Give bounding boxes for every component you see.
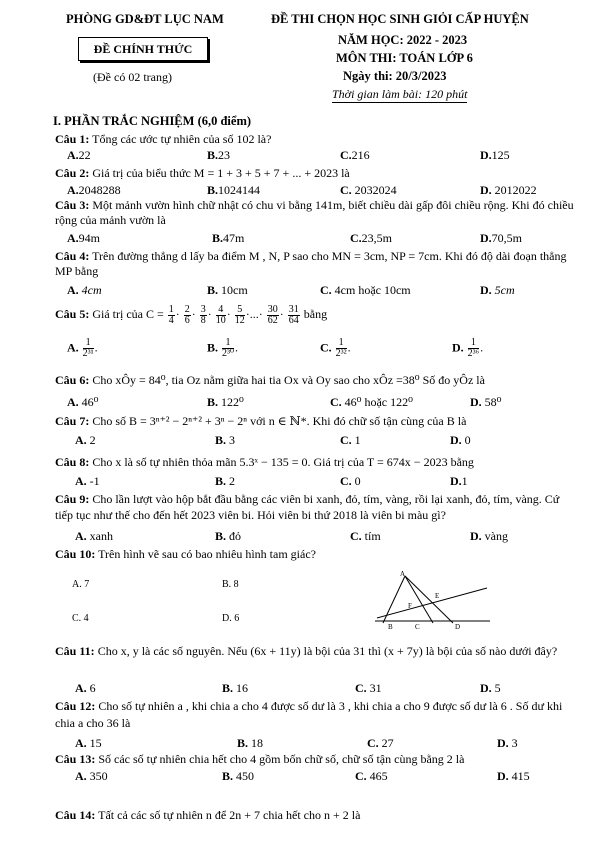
exam-title: ĐỀ THI CHỌN HỌC SINH GIỎI CẤP HUYỆN — [271, 12, 529, 26]
question-4 — [55, 249, 575, 279]
option-d: D. $\frac{1}{\text{2³⁶}}$ . — [452, 337, 484, 359]
option-a: A.2048288 — [67, 183, 121, 197]
option-b: B. 450 — [222, 769, 255, 783]
fraction: $\frac{4}{10}$ — [215, 303, 226, 326]
question-label: Câu 12: — [55, 699, 96, 713]
option-c: C. 4 — [72, 613, 89, 624]
question-text: Trên hình vẽ sau có bao nhiêu hình tam giác? — [98, 547, 316, 561]
question-label: Câu 8: — [55, 455, 90, 469]
option-c: C.23,5m — [350, 231, 393, 245]
school-year: NĂM HỌC: 2022 - 2023 — [338, 33, 468, 47]
option-c: C. 0 — [340, 474, 361, 488]
section-title: I. PHẦN TRẮC NGHIỆM (6,0 điểm) — [53, 114, 252, 128]
option-d: D. 58⁰ — [470, 395, 502, 409]
option-d: D. 3 — [497, 736, 518, 750]
exam-time: Thời gian làm bài: 120 phút — [332, 87, 468, 101]
option-d: D. 5 — [480, 681, 501, 695]
option-a: A.22 — [67, 148, 91, 162]
page-count: (Đề có 02 trang) — [93, 70, 172, 84]
option-c: C. 31 — [355, 681, 382, 695]
option-c: C. 27 — [367, 736, 394, 750]
question-12 — [55, 698, 575, 732]
fraction: $\frac{31}{64}$ — [288, 303, 299, 326]
option-a: A. xanh — [75, 529, 113, 543]
question-14 — [55, 808, 575, 823]
option-b: B. 122⁰ — [207, 395, 244, 409]
question-7 — [55, 414, 575, 429]
option-a: A. 15 — [75, 736, 102, 750]
option-c: C. 2032024 — [340, 183, 397, 197]
option-a: A. $\frac{1}{\text{2³¹}}$ . — [67, 337, 98, 359]
question-text: Cho xÔy = 84⁰, tia Oz nằm giữa hai tia Ox và Oy sao cho xÔz =38⁰ Số đo yÔz là — [92, 373, 485, 387]
question-1 — [55, 132, 575, 147]
question-label: Câu 5: — [55, 307, 90, 321]
question-label: Câu 11: — [55, 644, 95, 658]
option-c: C. $\frac{1}{\text{2³²}}$ . — [320, 337, 351, 359]
question-text: Cho số B = 3ⁿ⁺² − 2ⁿ⁺² + 3ⁿ − 2ⁿ với n ∈ ℕ*. Khi đó chữ số tận cùng của B là — [92, 414, 467, 428]
option-d: D. 5cm — [480, 283, 515, 297]
fraction: $\frac{5}{12}$ — [234, 303, 245, 326]
subject: MÔN THI: TOÁN LỚP 6 — [336, 51, 473, 65]
question-text: Giá trị của biểu thức M = 1 + 3 + 5 + 7 + ... + 2023 là — [92, 166, 350, 180]
question-label: Câu 3: — [55, 198, 90, 212]
question-label: Câu 7: — [55, 414, 90, 428]
option-a: A. 6 — [75, 681, 96, 695]
fraction: $\frac{30}{62}$ — [267, 303, 278, 326]
question-13 — [55, 752, 575, 767]
point-c-label: C — [415, 623, 420, 630]
option-c: C. 1 — [340, 433, 361, 447]
question-text: Tổng các ước tự nhiên của số 102 là? — [92, 132, 272, 146]
option-c: C. 46⁰ hoặc 122⁰ — [330, 395, 413, 409]
question-8 — [55, 455, 575, 470]
option-b: B. 16 — [222, 681, 249, 695]
question-label: Câu 14: — [55, 808, 96, 822]
point-d-label: D — [455, 623, 461, 630]
option-a: A. 46⁰ — [67, 395, 99, 409]
option-a: A. -1 — [75, 474, 100, 488]
question-10 — [55, 547, 575, 562]
official-label: ĐỀ CHÍNH THỨC — [93, 42, 193, 56]
question-label: Câu 4: — [55, 249, 90, 263]
point-a-label: A — [400, 570, 406, 578]
option-b: B. 3 — [215, 433, 236, 447]
option-d: D. vàng — [470, 529, 508, 543]
question-text: Tất cả các số tự nhiên n để 2n + 7 chia hết cho n + 2 là — [98, 808, 361, 822]
fraction: $\frac{3}{8}$ — [200, 303, 206, 326]
question-label: Câu 10: — [55, 547, 96, 561]
point-b-label: B — [388, 623, 393, 630]
question-text: Trên đường thẳng d lấy ba điểm M , N, P sao cho MN = 3cm, NP = 7cm. Khi đó độ dài đoạn thẳng MP bằng — [55, 249, 567, 278]
question-3 — [55, 198, 575, 228]
option-a: A. 2 — [75, 433, 96, 447]
option-b: B. $\frac{1}{\text{2³⁰}}$ . — [207, 337, 239, 359]
option-b: B.1024144 — [207, 183, 261, 197]
question-text: Số các số tự nhiên chia hết cho 4 gồm bốn chữ số, chữ số tận cùng bằng 2 là — [98, 752, 465, 766]
official-badge — [78, 37, 208, 61]
option-b: B.23 — [207, 148, 231, 162]
option-d: D. 6 — [222, 613, 240, 624]
question-label: Câu 13: — [55, 752, 96, 766]
option-b: B. đỏ — [215, 529, 242, 543]
question-text: Cho x là số tự nhiên thỏa mãn 5.3ˣ − 135 = 0. Giá trị của T = 674x − 2023 bằng — [92, 455, 474, 469]
question-2 — [55, 166, 575, 181]
option-d: D.70,5m — [480, 231, 523, 245]
option-b: B. 10cm — [207, 283, 248, 297]
option-d: D. 0 — [450, 433, 471, 447]
exam-date: Ngày thi: 20/3/2023 — [343, 69, 447, 83]
question-5: Câu 5: Giá trị của C = $\frac{1}{4}$ · $\frac{2}{6}$ · $\frac{3}{8}$ · $\frac{4}{10}$ · $\frac{5}{12}$ ·...· $\frac{30}{62}$ · $\frac{31}{64}$ bằng — [55, 303, 328, 326]
option-c: C. 465 — [355, 769, 388, 783]
point-f-label: F — [408, 602, 412, 610]
question-9 — [55, 491, 575, 523]
option-d: D. 415 — [497, 769, 530, 783]
option-b: B. 18 — [237, 736, 264, 750]
option-a: A.94m — [67, 231, 101, 245]
question-text: Cho số tự nhiên a , khi chia a cho 4 được số dư là 3 , khi chia a cho 9 được số dư là 6 . Số dư khi chia a cho 36 là — [55, 699, 563, 730]
option-b: B. 2 — [215, 474, 236, 488]
question-label: Câu 2: — [55, 166, 90, 180]
fraction: $\frac{1}{4}$ — [168, 303, 174, 326]
question-label: Câu 9: — [55, 492, 90, 506]
question-text: Một mảnh vườn hình chữ nhật có chu vi bằng 141m, biết chiều dài gấp đôi chiều rộng. Khi đó chiều rộng của mảnh vườn là — [55, 198, 574, 227]
option-a: A. 350 — [75, 769, 108, 783]
option-a: A. 7 — [72, 579, 90, 590]
option-c: C. 4cm hoặc 10cm — [320, 283, 411, 297]
department-name: PHÒNG GD&ĐT LỤC NAM — [66, 12, 224, 26]
option-c: C. tím — [350, 529, 381, 543]
option-b: B.47m — [212, 231, 245, 245]
option-d: D.1 — [450, 474, 468, 488]
point-e-label: E — [435, 592, 440, 600]
question-label: Câu 6: — [55, 373, 90, 387]
triangle-figure — [375, 568, 490, 630]
question-text: Cho lần lượt vào hộp bắt đầu bằng các viên bi xanh, đỏ, tím, vàng, rồi lại xanh, đỏ, tím, vàng. Cứ tiếp tục như thế cho đến hết 2023 viên bi. Hỏi viên bi thứ 2018 là viên bi màu gì? — [55, 492, 560, 522]
question-11 — [55, 643, 575, 659]
option-c: C.216 — [340, 148, 370, 162]
question-6 — [55, 373, 575, 388]
option-d: D. 2012022 — [480, 183, 537, 197]
fraction: $\frac{2}{6}$ — [184, 303, 190, 326]
option-a: A. 4cm — [67, 283, 102, 297]
question-text: Cho x, y là các số nguyên. Nếu (6x + 11y) là bội của 31 thì (x + 7y) là bội của số nào dưới đây? — [97, 644, 558, 658]
question-text: Giá trị của C = — [92, 307, 164, 321]
option-d: D.125 — [480, 148, 510, 162]
question-label: Câu 1: — [55, 132, 90, 146]
option-b: B. 8 — [222, 579, 239, 590]
